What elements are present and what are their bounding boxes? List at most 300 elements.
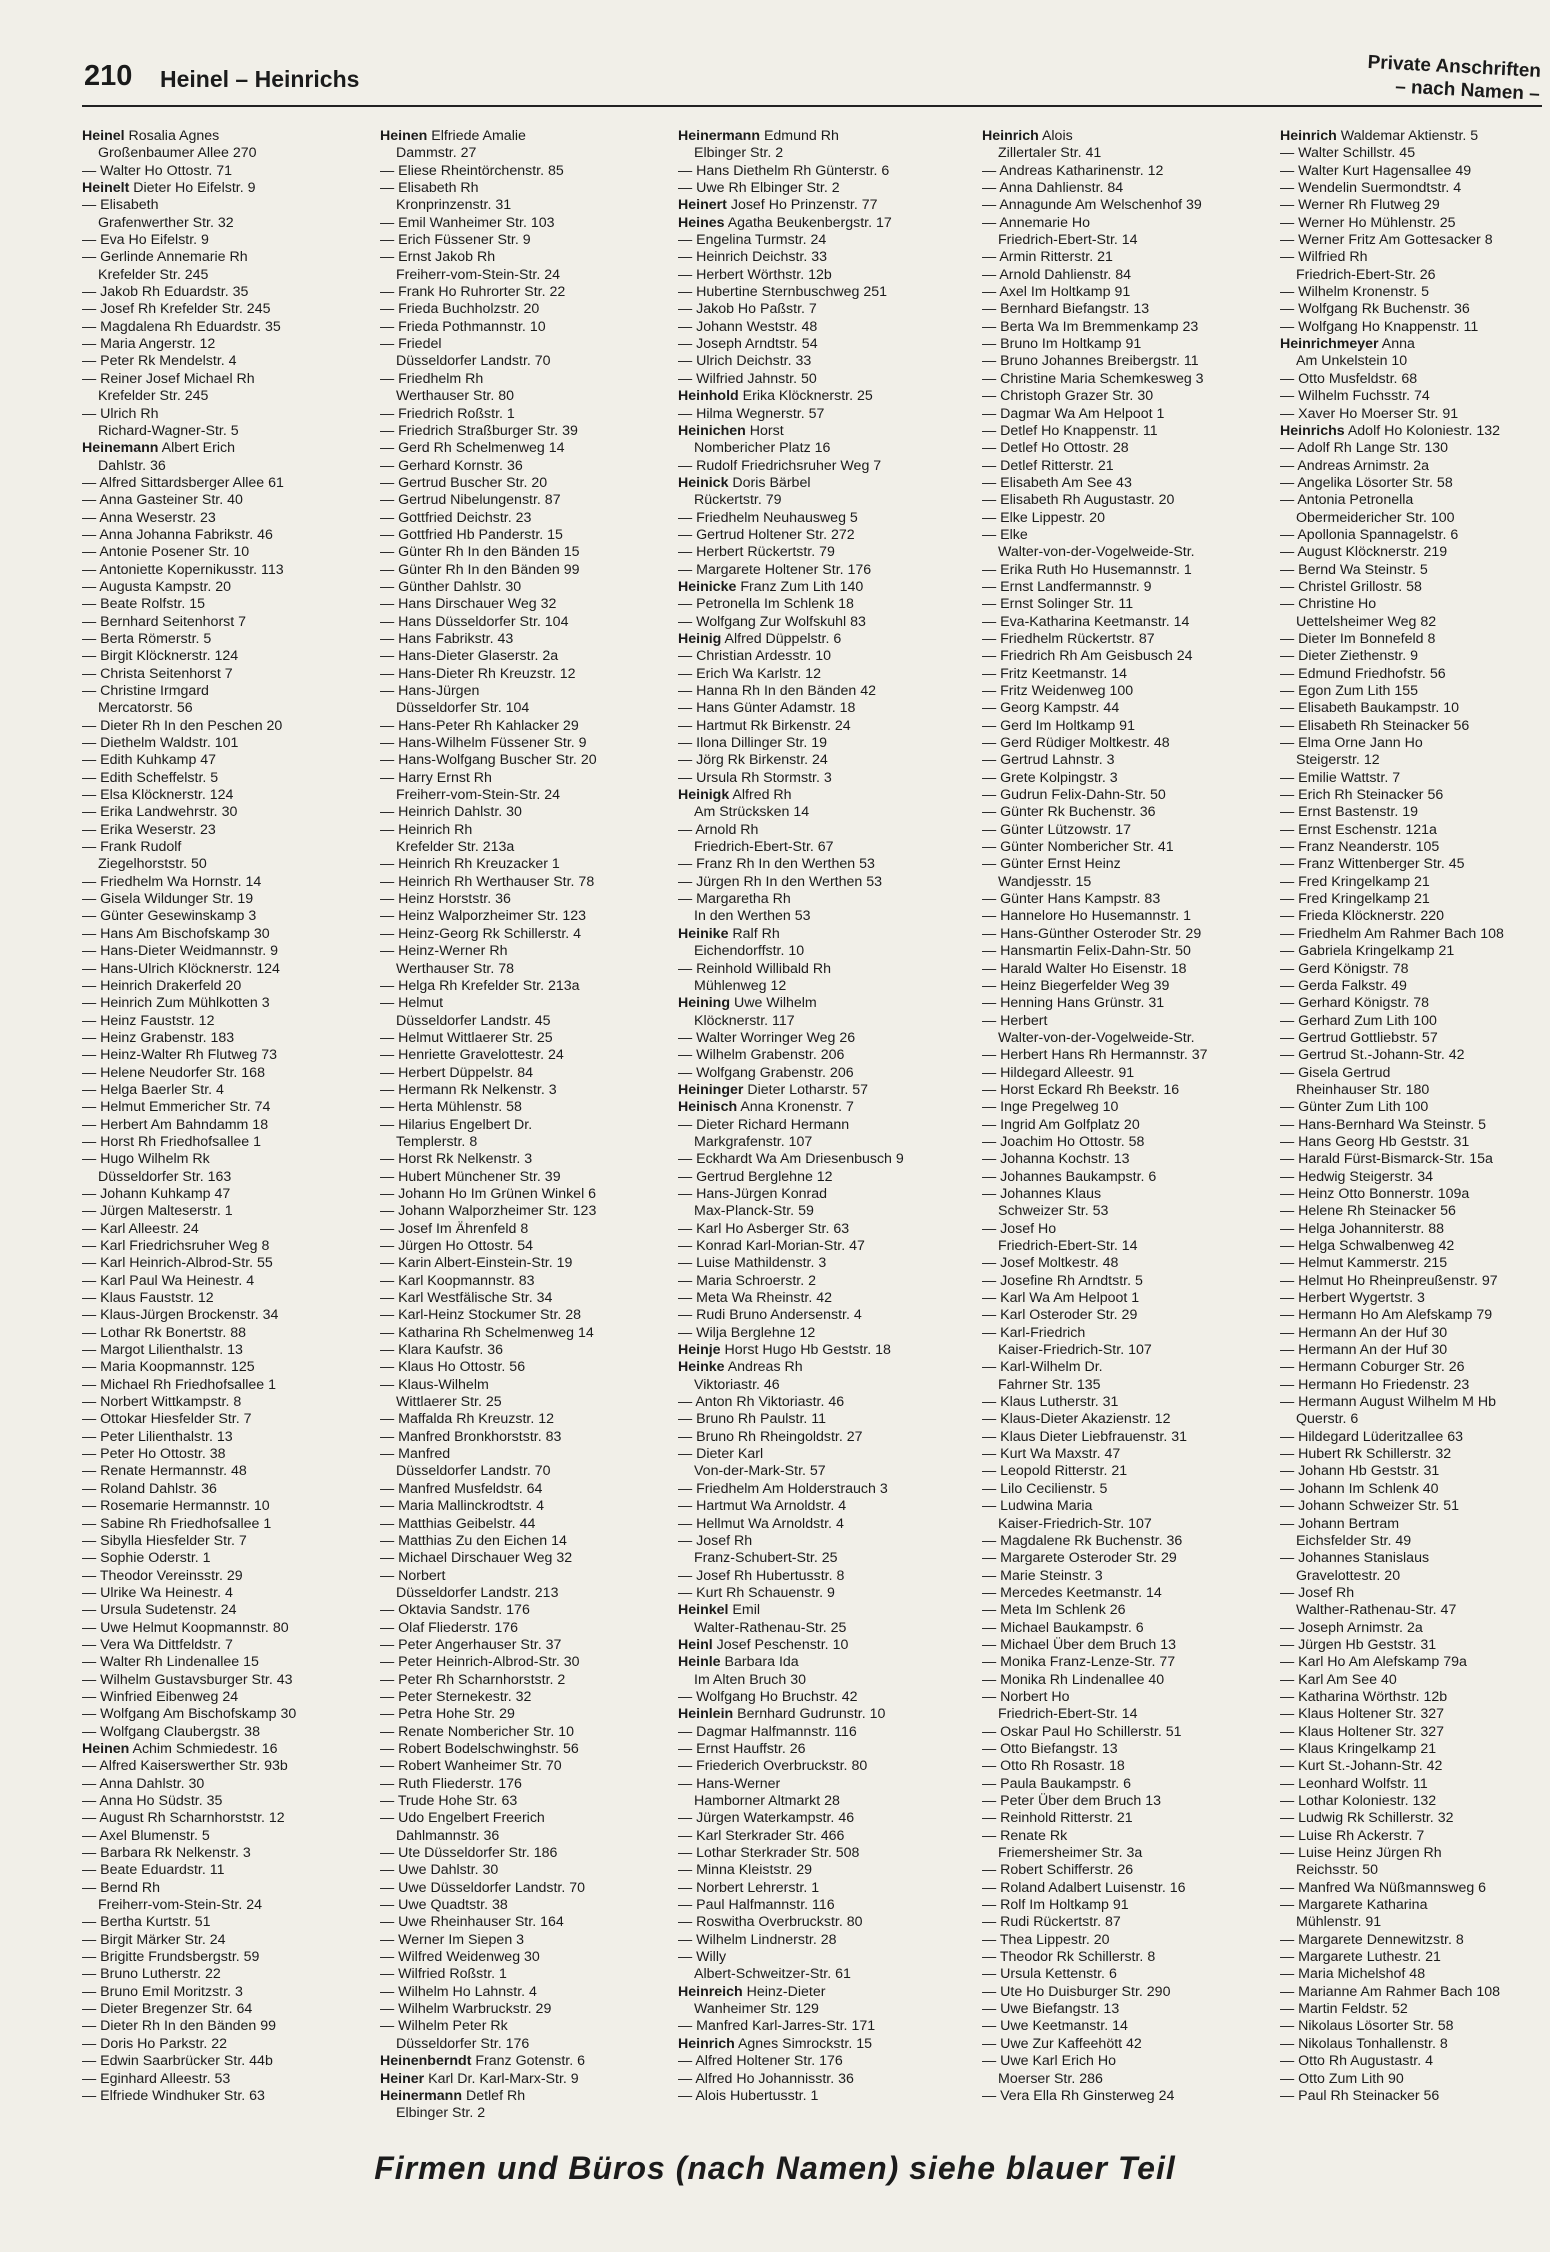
- list-item: — Elisabeth Rh Augustastr. 20: [982, 492, 1175, 509]
- list-item: — Renate Hermannstr. 48: [82, 1463, 247, 1480]
- list-item: — Karl Alleestr. 24: [82, 1220, 199, 1237]
- surname: Heinkel: [678, 1602, 729, 1619]
- address-continuation: Wandjesstr. 15: [998, 873, 1092, 890]
- list-item: — Maffalda Rh Kreuzstr. 12: [380, 1411, 555, 1428]
- address-continuation: Mühlenstr. 91: [1296, 1914, 1382, 1931]
- list-item: — Luise Rh Ackerstr. 7: [1280, 1827, 1425, 1844]
- list-item: — Friedhelm Am Rahmer Bach 108: [1280, 925, 1504, 942]
- address-continuation: Großenbaumer Allee 270: [98, 145, 257, 162]
- list-item: — Henriette Gravelottestr. 24: [380, 1047, 564, 1064]
- list-item: — Peter Rk Mendelstr. 4: [82, 353, 237, 370]
- list-item: — Joachim Ho Ottostr. 58: [982, 1133, 1145, 1150]
- list-item: — Luise Heinz Jürgen Rh: [1280, 1845, 1442, 1862]
- header-rule: [82, 105, 1542, 107]
- surname: Heinle: [678, 1654, 721, 1671]
- list-item: — Elisabeth Rh: [380, 180, 479, 197]
- list-item: — Peter Lilienthalstr. 13: [82, 1428, 233, 1445]
- list-item: — Hilarius Engelbert Dr.: [380, 1116, 533, 1133]
- list-item: — Norbert Ho: [982, 1688, 1070, 1705]
- list-item: — Ernst Landfermannstr. 9: [982, 578, 1152, 595]
- list-item: — Uwe Quadtstr. 38: [380, 1897, 508, 1914]
- list-item: — Hans-Dieter Weidmannstr. 9: [82, 943, 279, 960]
- list-item: — Roland Adalbert Luisenstr. 16: [982, 1879, 1186, 1896]
- address-continuation: Düsseldorfer Landstr. 213: [396, 1584, 559, 1601]
- list-item: — Margaretha Rh: [678, 891, 791, 908]
- list-item: — Uwe Rh Elbinger Str. 2: [678, 180, 840, 197]
- entry-details: Dieter Lotharstr. 57: [747, 1081, 869, 1098]
- list-item: — Karl Heinrich-Albrod-Str. 55: [82, 1255, 273, 1272]
- list-item: — Wilhelm Warbruckstr. 29: [380, 2001, 552, 2018]
- surname: Heines: [678, 214, 725, 231]
- list-item: — Gabriela Kringelkamp 21: [1280, 943, 1455, 960]
- list-item: — Karl Sterkrader Str. 466: [678, 1827, 845, 1844]
- list-item: — Annemarie Ho: [982, 214, 1091, 231]
- list-item: — Uwe Rheinhauser Str. 164: [380, 1914, 564, 1931]
- list-item: — Paula Baukampstr. 6: [982, 1775, 1132, 1792]
- list-item: — Günter Gesewinskamp 3: [82, 908, 257, 925]
- list-item: — Harald Walter Ho Eisenstr. 18: [982, 960, 1187, 977]
- surname-entry: [678, 995, 970, 1012]
- entry-details: Heinz-Dieter: [746, 1983, 826, 2000]
- list-item: — Jakob Ho Paßstr. 7: [678, 301, 817, 318]
- list-item: — Jürgen Hb Geststr. 31: [1280, 1636, 1437, 1653]
- list-item: — Hans-Ulrich Klöcknerstr. 124: [82, 960, 280, 977]
- list-item: — Hilma Wegnerstr. 57: [678, 405, 825, 422]
- address-continuation: Düsseldorfer Landstr. 70: [396, 353, 551, 370]
- list-item: — Robert Schifferstr. 26: [982, 1862, 1134, 1879]
- list-item: — Gerd Im Holtkamp 91: [982, 717, 1135, 734]
- list-item: — Elisabeth: [82, 197, 159, 214]
- list-item: — Marianne Am Rahmer Bach 108: [1280, 1983, 1501, 2000]
- list-item: — Hermann August Wilhelm M Hb: [1280, 1394, 1497, 1411]
- surname: Heinrich: [982, 128, 1039, 144]
- entry-details: Franz Zum Lith 140: [740, 578, 864, 595]
- list-item: — Johannes Stanislaus: [1280, 1550, 1430, 1567]
- list-item: — Uwe Zur Kaffeehött 42: [982, 2035, 1142, 2052]
- list-item: — Fred Kringelkamp 21: [1280, 891, 1430, 908]
- list-item: — Christine Ho: [1280, 596, 1377, 613]
- address-continuation: Max-Planck-Str. 59: [694, 1203, 814, 1220]
- list-item: — Bruno Lutherstr. 22: [82, 1966, 221, 1983]
- address-continuation: Walther-Rathenau-Str. 47: [1296, 1602, 1457, 1619]
- list-item: — Alfred Ho Johannisstr. 36: [678, 2070, 854, 2087]
- list-item: — Hans Dirschauer Weg 32: [380, 596, 557, 613]
- list-item: — Helmut Ho Rheinpreußenstr. 97: [1280, 1272, 1498, 1289]
- list-item: — Dieter Richard Hermann: [678, 1116, 850, 1133]
- list-item: — Magdalena Rh Eduardstr. 35: [82, 318, 281, 335]
- address-continuation: Kaiser-Friedrich-Str. 107: [998, 1515, 1152, 1532]
- list-item: — Fritz Weidenweg 100: [982, 683, 1134, 699]
- section-label-line-1: Private Anschriften: [1367, 51, 1542, 82]
- page-number: 210: [84, 60, 133, 92]
- list-item: — Katharina Wörthstr. 12b: [1280, 1688, 1448, 1705]
- list-item: — Gerd Rüdiger Moltkestr. 48: [982, 735, 1170, 752]
- list-item: — Peter Angerhauser Str. 37: [380, 1636, 562, 1653]
- list-item: — Helmut: [380, 995, 444, 1012]
- list-item: — Klaus Holtener Str. 327: [1280, 1723, 1445, 1740]
- surname-entry: [380, 128, 668, 145]
- list-item: — Klaus Lutherstr. 31: [982, 1394, 1119, 1411]
- list-item: — Konrad Karl-Morian-Str. 47: [678, 1238, 865, 1254]
- list-item: — Ulrich Deichstr. 33: [678, 353, 812, 370]
- entry-details: Franz Gotenstr. 6: [475, 2053, 585, 2070]
- surname-entry: [678, 926, 970, 943]
- list-item: — Leonhard Wolfstr. 11: [1280, 1775, 1428, 1792]
- list-item: — Klaus Fauststr. 12: [82, 1290, 214, 1307]
- directory-column-3: [678, 128, 970, 2128]
- list-item: — Gerlinde Annemarie Rh: [82, 249, 248, 266]
- list-item: — Elfriede Windhuker Str. 63: [82, 2087, 265, 2104]
- address-continuation: In den Werthen 53: [694, 908, 811, 925]
- list-item: — Vera Ella Rh Ginsterweg 24: [982, 2087, 1175, 2104]
- list-item: — Werner Rh Flutweg 29: [1280, 197, 1440, 214]
- list-item: — Heinrich Rh: [380, 821, 473, 838]
- surname: Heinl: [678, 1636, 713, 1653]
- list-item: — Eva-Katharina Keetmanstr. 14: [982, 613, 1190, 630]
- list-item: — Anna Dahlstr. 30: [82, 1775, 205, 1792]
- list-item: — Wolfgang Claubergstr. 38: [82, 1723, 260, 1740]
- list-item: — Erika Weserstr. 23: [82, 821, 216, 838]
- list-item: — Hermann Ho Friedenstr. 23: [1280, 1376, 1470, 1393]
- list-item: — Friedel: [380, 336, 442, 353]
- surname-entry: [678, 2036, 970, 2053]
- list-item: — Heinz Grabenstr. 183: [82, 1029, 235, 1046]
- list-item: — Hans-Bernhard Wa Steinstr. 5: [1280, 1116, 1487, 1133]
- list-item: — Otto Rh Rosastr. 18: [982, 1758, 1125, 1775]
- list-item: — Jörg Rk Birkenstr. 24: [678, 752, 828, 769]
- list-item: — Ottokar Hiesfelder Str. 7: [82, 1411, 252, 1428]
- list-item: — Günter Ernst Heinz: [982, 856, 1121, 873]
- address-continuation: Wanheimer Str. 129: [694, 2001, 819, 2018]
- list-item: — Elke: [982, 526, 1028, 543]
- list-item: — Hans-Wolfgang Buscher Str. 20: [380, 752, 597, 769]
- entry-details: Elfriede Amalie: [431, 128, 526, 144]
- entry-details: Josef Ho Prinzenstr. 77: [730, 197, 878, 214]
- list-item: — Wilhelm Gustavsburger Str. 43: [82, 1671, 293, 1688]
- list-item: — Gertrud St.-Johann-Str. 42: [1280, 1047, 1465, 1064]
- list-item: — Gertrud Holtener Str. 272: [678, 526, 855, 543]
- surname: Heinhold: [678, 388, 739, 405]
- list-item: — Gerhard Kornstr. 36: [380, 457, 523, 474]
- list-item: — Karl-Heinz Stockumer Str. 28: [380, 1307, 582, 1324]
- list-item: — Maria Koopmannstr. 125: [82, 1359, 255, 1376]
- list-item: — Edith Kuhkamp 47: [82, 752, 217, 769]
- list-item: — Herbert Wygertstr. 3: [1280, 1290, 1425, 1307]
- list-item: — Dieter Karl: [678, 1446, 764, 1463]
- list-item: — Heinrich Rh Werthauser Str. 78: [380, 873, 595, 890]
- entry-details: Erika Klöcknerstr. 25: [742, 388, 873, 405]
- list-item: — Theodor Vereinsstr. 29: [82, 1567, 243, 1584]
- list-item: — Josef Im Ährenfeld 8: [380, 1220, 529, 1237]
- list-item: — Dieter Rh In den Peschen 20: [82, 717, 283, 734]
- list-item: — Friedhelm Wa Hornstr. 14: [82, 873, 262, 890]
- list-item: — Ulrike Wa Heinestr. 4: [82, 1584, 233, 1601]
- list-item: — Egon Zum Lith 155: [1280, 683, 1419, 699]
- list-item: — Petra Hohe Str. 29: [380, 1706, 515, 1723]
- list-item: — Hans Düsseldorfer Str. 104: [380, 613, 569, 630]
- list-item: — Reinhold Ritterstr. 21: [982, 1810, 1133, 1827]
- address-continuation: Friedrich-Ebert-Str. 26: [1296, 266, 1436, 283]
- list-item: — Manfred: [380, 1446, 451, 1463]
- list-item: — Wolfgang Zur Wolfskuhl 83: [678, 613, 866, 630]
- surname: Heinreich: [678, 1983, 743, 2000]
- surname: Heinrich: [1280, 128, 1337, 144]
- list-item: — Lothar Rk Bonertstr. 88: [82, 1324, 247, 1341]
- list-item: — Reinhold Willibald Rh: [678, 960, 831, 977]
- address-continuation: Mercatorstr. 56: [98, 700, 193, 717]
- address-continuation: Dammstr. 27: [396, 145, 477, 162]
- list-item: — Otto Biefangstr. 13: [982, 1740, 1118, 1757]
- address-continuation: Friemersheimer Str. 3a: [998, 1845, 1143, 1862]
- list-item: — Günter Nombericher Str. 41: [982, 839, 1174, 856]
- address-continuation: Krefelder Str. 245: [98, 266, 209, 283]
- list-item: — Andreas Arnimstr. 2a: [1280, 457, 1430, 474]
- directory-columns: [82, 128, 1542, 2128]
- list-item: — Karl Ho Asberger Str. 63: [678, 1220, 850, 1237]
- list-item: — Ernst Solinger Str. 11: [982, 596, 1134, 613]
- surname: Heinlein: [678, 1706, 734, 1723]
- list-item: — Klaus-Wilhelm: [380, 1376, 489, 1393]
- section-label: [1366, 51, 1542, 106]
- list-item: — Walter Rh Lindenallee 15: [82, 1654, 259, 1671]
- list-item: — Roswitha Overbruckstr. 80: [678, 1914, 863, 1931]
- list-item: — Antonia Petronella: [1280, 492, 1414, 509]
- list-item: — Wilja Berglehne 12: [678, 1324, 816, 1341]
- list-item: — Sabine Rh Friedhofsallee 1: [82, 1515, 272, 1532]
- list-item: — Bertha Kurtstr. 51: [82, 1914, 211, 1931]
- list-item: — Oskar Paul Ho Schillerstr. 51: [982, 1723, 1182, 1740]
- list-item: — Robert Wanheimer Str. 70: [380, 1758, 562, 1775]
- address-continuation: Wittlaerer Str. 25: [396, 1394, 502, 1411]
- list-item: — Hermann Coburger Str. 26: [1280, 1359, 1465, 1376]
- entry-details: Rosalia Agnes: [128, 128, 220, 144]
- entry-details: Horst Hugo Hb Geststr. 18: [724, 1342, 891, 1359]
- list-item: — Margarete Luthestr. 21: [1280, 1949, 1441, 1966]
- list-item: — Heinrich Dahlstr. 30: [380, 804, 522, 821]
- entry-details: Alfred Rh: [732, 787, 792, 804]
- list-item: — Jürgen Malteserstr. 1: [82, 1203, 233, 1220]
- list-item: — Eckhardt Wa Am Driesenbusch 9: [678, 1151, 904, 1168]
- list-item: — Christine Maria Schemkesweg 3: [982, 370, 1204, 387]
- address-continuation: Viktoriastr. 46: [694, 1376, 780, 1393]
- address-continuation: Am Strücksken 14: [694, 804, 810, 821]
- surname-entry: [678, 631, 970, 648]
- address-continuation: Gravelottestr. 20: [1296, 1567, 1401, 1584]
- list-item: — Ursula Kettenstr. 6: [982, 1966, 1117, 1983]
- list-item: — Joseph Arndtstr. 54: [678, 336, 818, 353]
- list-item: — Günter Rh In den Bänden 15: [380, 544, 580, 561]
- list-item: — Winfried Eibenweg 24: [82, 1688, 239, 1705]
- list-item: — Franz Rh In den Werthen 53: [678, 856, 875, 873]
- surname-entry: [1280, 423, 1542, 440]
- list-item: — Ernst Bastenstr. 19: [1280, 804, 1418, 821]
- list-item: — Margarete Dennewitzstr. 8: [1280, 1931, 1464, 1948]
- list-item: — Wilhelm Fuchsstr. 74: [1280, 388, 1430, 405]
- address-continuation: Düsseldorfer Str. 176: [396, 2035, 530, 2052]
- list-item: — Birgit Märker Str. 24: [82, 1931, 226, 1948]
- list-item: — Heinrich Zum Mühlkotten 3: [82, 995, 270, 1012]
- address-continuation: Fahrner Str. 135: [998, 1376, 1101, 1393]
- list-item: — Alfred Sittardsberger Allee 61: [82, 474, 284, 491]
- surname-entry: [678, 579, 970, 596]
- list-item: — Helene Rh Steinacker 56: [1280, 1203, 1456, 1220]
- surname: Heinig: [678, 630, 722, 647]
- list-item: — Uwe Düsseldorfer Landstr. 70: [380, 1879, 586, 1896]
- list-item: — Josef Rh: [678, 1532, 753, 1549]
- list-item: — Anna Johanna Fabrikstr. 46: [82, 526, 273, 543]
- list-item: — Detlef Ritterstr. 21: [982, 457, 1114, 474]
- list-item: — Trude Hohe Str. 63: [380, 1793, 518, 1809]
- list-item: — Monika Franz-Lenze-Str. 77: [982, 1654, 1176, 1671]
- surname-entry: [678, 1099, 970, 1116]
- address-continuation: Elbinger Str. 2: [396, 2105, 486, 2122]
- address-continuation: Richard-Wagner-Str. 5: [98, 422, 239, 439]
- surname-entry: [380, 2071, 668, 2088]
- list-item: — Wilhelm Ho Lahnstr. 4: [380, 1983, 537, 2000]
- list-item: — Wendelin Suermondtstr. 4: [1280, 180, 1462, 197]
- list-item: — Eva Ho Eifelstr. 9: [82, 232, 209, 249]
- list-item: — Rosemarie Hermannstr. 10: [82, 1498, 270, 1515]
- list-item: — Edwin Saarbrücker Str. 44b: [82, 2053, 273, 2070]
- address-continuation: Freiherr-vom-Stein-Str. 24: [98, 1897, 262, 1914]
- list-item: — Klaus-Jürgen Brockenstr. 34: [82, 1307, 279, 1324]
- surname-entry: [678, 475, 970, 492]
- list-item: — Heinz Fauststr. 12: [82, 1012, 215, 1029]
- list-item: — Barbara Rk Nelkenstr. 3: [82, 1845, 251, 1862]
- list-item: — Harald Fürst-Bismarck-Str. 15a: [1280, 1151, 1493, 1168]
- surname: Heinermann: [380, 2087, 462, 2104]
- entry-details: Dieter Ho Eifelstr. 9: [133, 180, 256, 197]
- list-item: — Heinz Walporzheimer Str. 123: [380, 908, 587, 925]
- address-continuation: Friedrich-Ebert-Str. 14: [998, 232, 1138, 249]
- list-item: — Norbert Lehrerstr. 1: [678, 1879, 820, 1896]
- surname-entry: [678, 787, 970, 804]
- list-item: — Erich Wa Karlstr. 12: [678, 665, 821, 682]
- surname-entry: [82, 180, 364, 197]
- list-item: — Werner Ho Mühlenstr. 25: [1280, 214, 1456, 231]
- list-item: — Hans-Peter Rh Kahlacker 29: [380, 717, 579, 734]
- list-item: — Günter Rk Buchenstr. 36: [982, 804, 1156, 821]
- list-item: — Roland Dahlstr. 36: [82, 1480, 217, 1497]
- list-item: — Sophie Oderstr. 1: [82, 1550, 211, 1567]
- address-continuation: Freiherr-vom-Stein-Str. 24: [396, 266, 560, 283]
- list-item: — Heinz Biegerfelder Weg 39: [982, 977, 1170, 994]
- list-item: — Gisela Wildunger Str. 19: [82, 891, 254, 908]
- surname-entry: [678, 1082, 970, 1099]
- list-item: — Jürgen Waterkampstr. 46: [678, 1810, 855, 1827]
- list-item: — Rudolf Friedrichsruher Weg 7: [678, 457, 882, 474]
- list-item: — Olaf Fliederstr. 176: [380, 1619, 518, 1636]
- list-item: — Klaus Kringelkamp 21: [1280, 1740, 1437, 1757]
- list-item: — Diethelm Waldstr. 101: [82, 735, 239, 752]
- running-head: Heinel – Heinrichs: [160, 66, 360, 92]
- address-continuation: Walter-von-der-Vogelweide-Str.: [998, 544, 1195, 561]
- list-item: — Wilfried Rh: [1280, 249, 1368, 266]
- list-item: — Hans Fabrikstr. 43: [380, 630, 514, 647]
- list-item: — Heinrich Rh Kreuzacker 1: [380, 856, 560, 873]
- list-item: — Otto Musfeldstr. 68: [1280, 370, 1418, 387]
- list-item: — Wolfgang Ho Bruchstr. 42: [678, 1688, 858, 1705]
- list-item: — Inge Pregelweg 10: [982, 1099, 1119, 1116]
- address-continuation: Friedrich-Ebert-Str. 14: [998, 1706, 1138, 1723]
- surname: Heinrich: [678, 2035, 735, 2052]
- list-item: — Fritz Keetmanstr. 14: [982, 665, 1128, 682]
- address-continuation: Kronprinzenstr. 31: [396, 197, 512, 214]
- list-item: — Maria Schroerstr. 2: [678, 1272, 816, 1289]
- list-item: — Sibylla Hiesfelder Str. 7: [82, 1532, 247, 1549]
- surname-entry: [678, 1984, 970, 2001]
- list-item: — Friederich Overbruckstr. 80: [678, 1758, 868, 1775]
- list-item: — Josef Rh Hubertusstr. 8: [678, 1567, 845, 1584]
- list-item: — Uwe Helmut Koopmannstr. 80: [82, 1619, 289, 1636]
- address-continuation: Düsseldorfer Landstr. 45: [396, 1012, 551, 1029]
- list-item: — Gertrud Gottliebstr. 57: [1280, 1029, 1438, 1046]
- surname: Heinen: [380, 128, 428, 144]
- list-item: — Helene Neudorfer Str. 168: [82, 1064, 265, 1081]
- list-item: — Heinz Otto Bonnerstr. 109a: [1280, 1185, 1470, 1202]
- list-item: — Harry Ernst Rh: [380, 769, 492, 786]
- list-item: — Peter Rh Scharnhorststr. 2: [380, 1671, 566, 1688]
- list-item: — Meta Im Schlenk 26: [982, 1602, 1126, 1619]
- list-item: — Edmund Friedhofstr. 56: [1280, 665, 1446, 682]
- surname: Heinisch: [678, 1099, 738, 1116]
- list-item: — Xaver Ho Moerser Str. 91: [1280, 405, 1459, 422]
- list-item: — Walter Kurt Hagensallee 49: [1280, 162, 1472, 179]
- entry-details: Doris Bärbel: [732, 474, 811, 491]
- list-item: — Bernd Wa Steinstr. 5: [1280, 561, 1428, 578]
- list-item: — Kurt Wa Maxstr. 47: [982, 1446, 1121, 1463]
- list-item: — Elisabeth Baukampstr. 10: [1280, 700, 1460, 717]
- list-item: — Ernst Hauffstr. 26: [678, 1740, 806, 1757]
- address-continuation: Düsseldorfer Landstr. 70: [396, 1463, 551, 1480]
- list-item: — Johann Walporzheimer Str. 123: [380, 1203, 597, 1220]
- surname-entry: [678, 1602, 970, 1619]
- list-item: — Anna Gasteiner Str. 40: [82, 492, 243, 509]
- surname-entry: [82, 440, 364, 457]
- list-item: — Helmut Emmericher Str. 74: [82, 1099, 271, 1116]
- list-item: — Helga Schwalbenweg 42: [1280, 1238, 1455, 1254]
- list-item: — Hartmut Wa Arnoldstr. 4: [678, 1498, 847, 1515]
- list-item: — Bruno Rh Paulstr. 11: [678, 1411, 826, 1428]
- list-item: — Uwe Keetmanstr. 14: [982, 2018, 1128, 2035]
- list-item: — Gudrun Felix-Dahn-Str. 50: [982, 787, 1166, 804]
- list-item: — Kurt St.-Johann-Str. 42: [1280, 1758, 1443, 1775]
- list-item: — Hans-Dieter Glaserstr. 2a: [380, 648, 559, 665]
- list-item: — Gerda Falkstr. 49: [1280, 977, 1407, 994]
- list-item: — Reiner Josef Michael Rh: [82, 370, 255, 387]
- list-item: — Eginhard Alleestr. 53: [82, 2070, 231, 2087]
- list-item: — Elma Orne Jann Ho: [1280, 735, 1423, 752]
- list-item: — Hellmut Wa Arnoldstr. 4: [678, 1515, 844, 1532]
- list-item: — August Klöcknerstr. 219: [1280, 544, 1448, 561]
- list-item: — Michael Über dem Bruch 13: [982, 1636, 1176, 1653]
- list-item: — Peter Ho Ottostr. 38: [82, 1446, 226, 1463]
- list-item: — Hanna Rh In den Bänden 42: [678, 683, 876, 699]
- list-item: — Jakob Rh Eduardstr. 35: [82, 284, 249, 301]
- list-item: — Hans Günter Adamstr. 18: [678, 700, 856, 717]
- list-item: — Meta Wa Rheinstr. 42: [678, 1290, 833, 1307]
- surname: Heinen: [82, 1740, 130, 1757]
- address-continuation: Dahlstr. 36: [98, 457, 166, 474]
- list-item: — Gerhard Zum Lith 100: [1280, 1012, 1437, 1029]
- list-item: — Uwe Biefangstr. 13: [982, 2001, 1120, 2018]
- list-item: — Hildegard Lüderitzallee 63: [1280, 1428, 1463, 1445]
- list-item: — Günter Hans Kampstr. 83: [982, 891, 1161, 908]
- list-item: — Paul Rh Steinacker 56: [1280, 2087, 1440, 2104]
- list-item: — Klaus-Dieter Akazienstr. 12: [982, 1411, 1171, 1428]
- list-item: — Willy: [678, 1949, 727, 1966]
- list-item: — Katharina Rh Schelmenweg 14: [380, 1324, 594, 1341]
